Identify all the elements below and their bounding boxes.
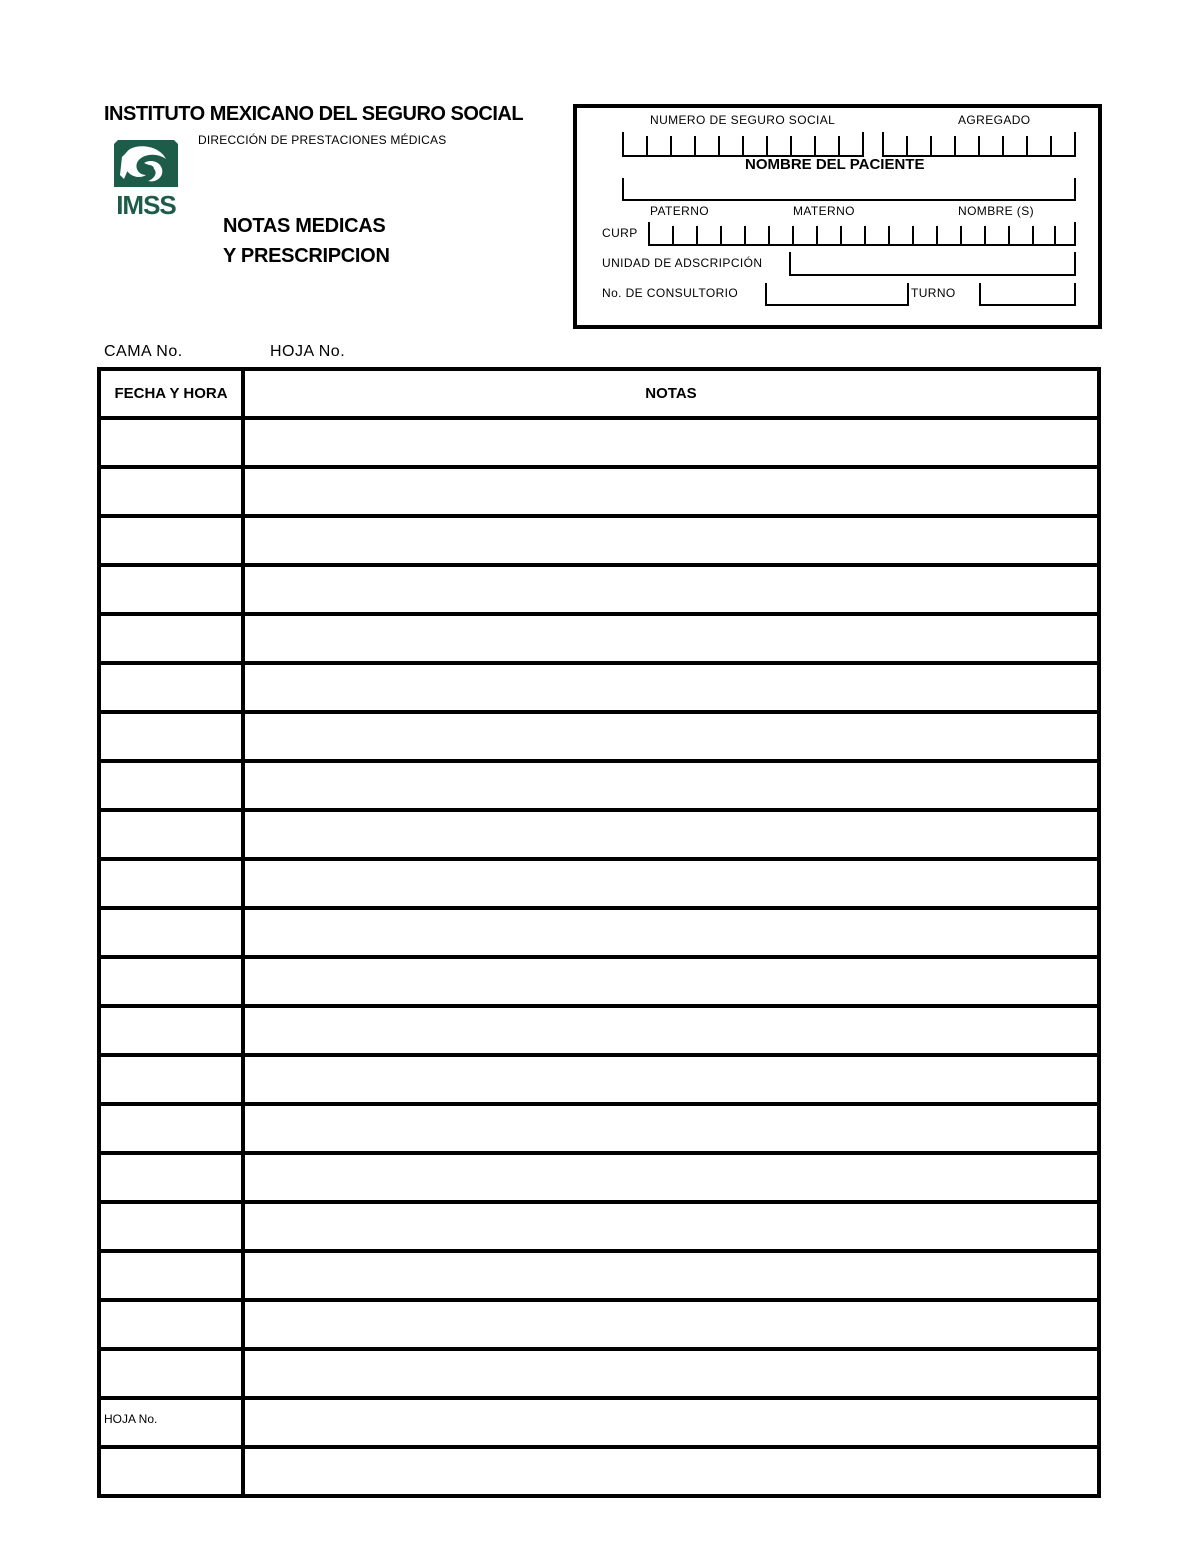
unidad-field — [790, 252, 1075, 275]
notas-cell[interactable] — [243, 810, 1099, 859]
cama-label: CAMA No. — [104, 343, 183, 360]
consultorio-label: No. DE CONSULTORIO — [602, 286, 739, 300]
table-row — [99, 1349, 1099, 1398]
table-row — [99, 516, 1099, 565]
table-row — [99, 761, 1099, 810]
svg-text:IMSS: IMSS — [116, 190, 176, 217]
notas-cell[interactable] — [243, 761, 1099, 810]
fecha-hora-cell[interactable] — [99, 908, 243, 957]
table-row — [99, 467, 1099, 516]
notas-cell[interactable] — [243, 1006, 1099, 1055]
table-row — [99, 712, 1099, 761]
table-row — [99, 859, 1099, 908]
curp-label: CURP — [602, 226, 638, 240]
curp-field — [649, 222, 1075, 245]
agregado-label: AGREGADO — [958, 113, 1031, 127]
turno-field — [980, 283, 1075, 305]
turno-label: TURNO — [911, 286, 956, 300]
notas-cell[interactable] — [243, 1300, 1099, 1349]
nombre-paciente-label: NOMBRE DEL PACIENTE — [745, 156, 925, 173]
consultorio-field — [766, 283, 908, 305]
patient-box — [573, 104, 1102, 329]
fecha-hora-cell[interactable] — [99, 418, 243, 467]
fecha-hora-cell[interactable] — [99, 467, 243, 516]
fecha-hora-cell[interactable] — [99, 1153, 243, 1202]
fecha-hora-cell[interactable] — [99, 1349, 243, 1398]
table-row — [99, 1398, 1099, 1447]
document-title-line1: NOTAS MEDICAS — [223, 215, 386, 237]
table-row — [99, 1104, 1099, 1153]
fecha-hora-cell[interactable] — [99, 1300, 243, 1349]
imss-logo — [110, 135, 182, 217]
table-row — [99, 1300, 1099, 1349]
fecha-hora-cell[interactable] — [99, 1104, 243, 1153]
notas-cell[interactable] — [243, 1153, 1099, 1202]
notas-cell[interactable] — [243, 418, 1099, 467]
notas-cell[interactable] — [243, 712, 1099, 761]
notas-cell[interactable] — [243, 1104, 1099, 1153]
document-title-line2: Y PRESCRIPCION — [223, 245, 390, 267]
notas-cell[interactable] — [243, 1447, 1099, 1496]
fecha-hora-header: FECHA Y HORA — [99, 369, 243, 418]
direccion-subtitle: DIRECCIÓN DE PRESTACIONES MÉDICAS — [198, 133, 447, 147]
fecha-hora-cell[interactable] — [99, 1447, 243, 1496]
fecha-hora-cell[interactable] — [99, 565, 243, 614]
table-row — [99, 1153, 1099, 1202]
table-row — [99, 810, 1099, 859]
unidad-label: UNIDAD DE ADSCRIPCIÓN — [602, 256, 763, 270]
table-row — [99, 1202, 1099, 1251]
notas-cell[interactable] — [243, 516, 1099, 565]
table-row — [99, 1006, 1099, 1055]
hoja-label: HOJA No. — [270, 343, 346, 360]
notas-cell[interactable] — [243, 859, 1099, 908]
nombre-field — [623, 178, 1075, 200]
fecha-hora-cell[interactable] — [99, 712, 243, 761]
fecha-hora-cell[interactable] — [99, 957, 243, 1006]
materno-label: MATERNO — [793, 204, 855, 218]
nss-label: NUMERO DE SEGURO SOCIAL — [650, 113, 836, 127]
notas-header: NOTAS — [243, 369, 1099, 418]
table-row — [99, 418, 1099, 467]
table-row — [99, 565, 1099, 614]
institute-name: INSTITUTO MEXICANO DEL SEGURO SOCIAL — [104, 103, 524, 125]
fecha-hora-cell[interactable] — [99, 1006, 243, 1055]
fecha-hora-cell[interactable] — [99, 761, 243, 810]
hoja-footer-label: HOJA No. — [104, 1412, 158, 1426]
imss-logo-icon — [110, 135, 182, 217]
fecha-hora-cell[interactable] — [99, 663, 243, 712]
notas-cell[interactable] — [243, 614, 1099, 663]
fecha-hora-cell[interactable] — [99, 1055, 243, 1104]
table-row — [99, 908, 1099, 957]
notas-cell[interactable] — [243, 1349, 1099, 1398]
table-row — [99, 1447, 1099, 1496]
notas-cell[interactable] — [243, 663, 1099, 712]
paterno-label: PATERNO — [650, 204, 710, 218]
notas-cell[interactable] — [243, 1055, 1099, 1104]
table-row — [99, 1251, 1099, 1300]
fecha-hora-cell[interactable] — [99, 516, 243, 565]
notas-cell[interactable] — [243, 565, 1099, 614]
fecha-hora-cell[interactable] — [99, 1202, 243, 1251]
notas-cell[interactable] — [243, 467, 1099, 516]
notes-table — [97, 367, 1101, 1498]
table-row — [99, 614, 1099, 663]
fecha-hora-cell[interactable] — [99, 614, 243, 663]
notas-cell[interactable] — [243, 908, 1099, 957]
table-row — [99, 663, 1099, 712]
notas-cell[interactable] — [243, 1202, 1099, 1251]
table-row — [99, 957, 1099, 1006]
notas-cell[interactable] — [243, 1251, 1099, 1300]
nombres-label: NOMBRE (S) — [958, 204, 1034, 218]
notas-cell[interactable] — [243, 957, 1099, 1006]
notas-cell[interactable] — [243, 1398, 1099, 1447]
fecha-hora-cell[interactable] — [99, 810, 243, 859]
fecha-hora-cell[interactable] — [99, 1251, 243, 1300]
fecha-hora-cell[interactable] — [99, 859, 243, 908]
table-row — [99, 1055, 1099, 1104]
table-header-row — [99, 369, 1099, 418]
